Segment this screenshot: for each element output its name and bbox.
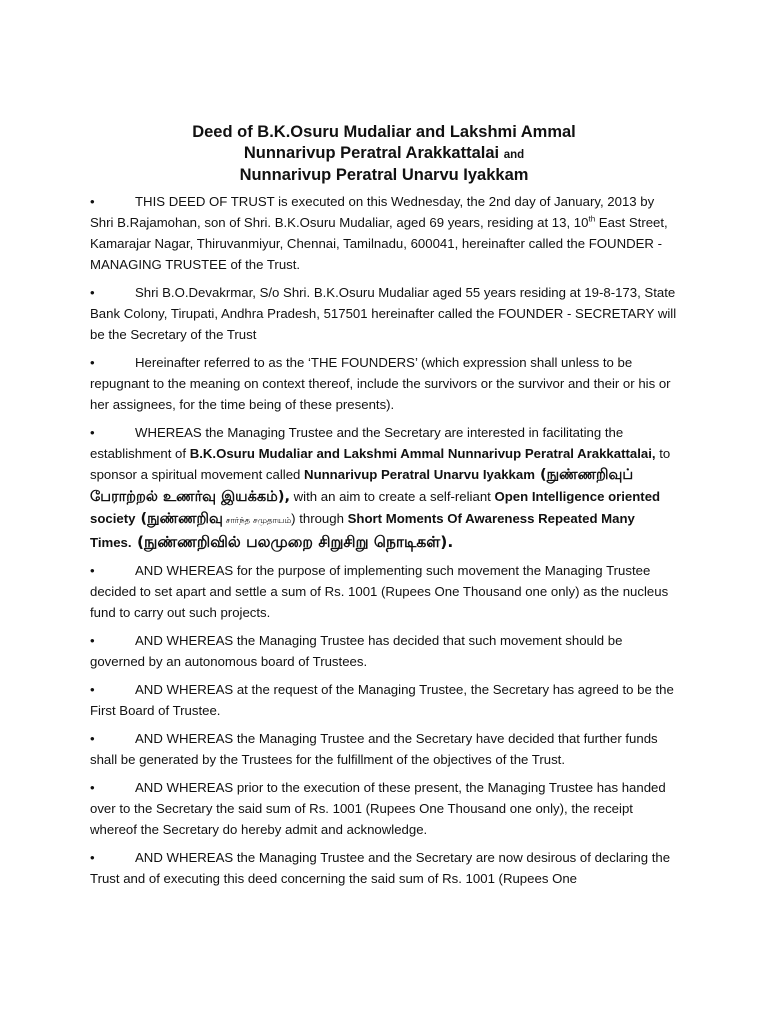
paragraph-text: AND WHEREAS at the request of the Managing Trustee, the Secretary has agreed to be the First Board of Trustee.	[90, 682, 674, 718]
paragraph-text: with an aim to create a self-reliant	[289, 489, 495, 504]
movement-name: Nunnarivup Peratral Unarvu Iyakkam	[304, 467, 535, 482]
paragraph-text: AND WHEREAS the Managing Trustee and the Secretary are now desirous of declaring the Trust and of executing this deed concerning the said sum of Rs. 1001 (Rupees One	[90, 850, 671, 886]
paragraph-text: THIS DEED OF TRUST is executed on this Wednesday, the 2nd day of January, 2013 by Shri B.Rajamohan, son of Shri. B.K.Osuru Mudaliar, aged 69 years, residing at 13, 10	[90, 194, 655, 230]
paragraph-whereas-handover	[90, 777, 680, 840]
tamil-society-name: (நுண்ணறிவு	[135, 511, 223, 527]
bullet: •	[90, 780, 95, 795]
document-title	[0, 122, 768, 186]
paragraph-text: WHEREAS the Managing Trustee and the Secretary are interested in facilitating the establishment of	[90, 425, 624, 461]
ordinal-suffix: th	[588, 214, 596, 224]
title-line-1: Deed of B.K.Osuru Mudaliar and Lakshmi Ammal	[192, 123, 576, 141]
paragraph-text: AND WHEREAS for the purpose of implementing such movement the Managing Trustee decided to set apart and settle a sum of Rs. 1001 (Rupees One Thousand one only) as the nucleus fund to carry out such projects.	[90, 563, 669, 620]
paragraph-text: AND WHEREAS the Managing Trustee and the Secretary have decided that further funds shall be generated by the Trustees for the fulfillment of the objectives of the Trust.	[90, 731, 658, 767]
trust-name: B.K.Osuru Mudaliar and Lakshmi Ammal Nunnarivup Peratral Arakkattalai,	[189, 446, 656, 461]
paragraph-whereas-funds	[90, 728, 680, 770]
bullet: •	[90, 355, 95, 370]
tamil-society-suffix: சார்ந்த சமுதாயம்	[222, 516, 292, 526]
bullet: •	[90, 194, 95, 209]
title-line-2-text: Nunnarivup Peratral Arakkattalai	[243, 143, 500, 162]
paragraph-founder-secretary	[90, 282, 680, 345]
paragraph-text: AND WHEREAS prior to the execution of these present, the Managing Trustee has handed over to the Secretary the said sum of Rs. 1001 (Rupees One Thousand one only), the receipt whereof the Secretary do hereby admit and acknowledge.	[90, 780, 666, 837]
paragraph-whereas-establishment	[90, 422, 680, 553]
bullet: •	[90, 682, 95, 697]
bullet: •	[90, 633, 95, 648]
bullet: •	[90, 731, 95, 746]
tamil-practice-name: (நுண்ணறிவில் பலமுறை சிறுசிறு நொடிகள்).	[131, 533, 454, 551]
paragraph-whereas-nucleus-fund	[90, 560, 680, 623]
bullet: •	[90, 285, 95, 300]
paragraph-founder-managing-trustee	[90, 191, 680, 275]
title-line-2	[0, 143, 768, 166]
title-line-3: Nunnarivup Peratral Unarvu Iyakkam	[239, 166, 529, 184]
tamil-movement-name: (நுண்ணறிவுப் பேராற்றல் உணர்வு இயக்கம்),	[90, 467, 634, 505]
paragraph-whereas-first-board	[90, 679, 680, 721]
bullet: •	[90, 563, 95, 578]
paragraph-text: Shri B.O.Devakrmar, S/o Shri. B.K.Osuru Mudaliar aged 55 years residing at 19-8-173, State Bank Colony, Tirupati, Andhra Pradesh, 517501 hereinafter called the FOUNDER - SECRETARY will be the Secretary of the Trust	[90, 285, 677, 342]
paragraph-text: AND WHEREAS the Managing Trustee has decided that such movement should be governed by an autonomous board of Trustees.	[90, 633, 623, 669]
society-name: Open Intelligence oriented society	[90, 489, 661, 526]
bullet: •	[90, 425, 95, 440]
paragraph-text: ) through	[291, 511, 348, 526]
practice-name: Short Moments Of Awareness Repeated Many Times.	[90, 511, 635, 550]
bullet: •	[90, 850, 95, 865]
paragraph-text: Hereinafter referred to as the ‘THE FOUNDERS’ (which expression shall unless to be repugnant to the meaning on context thereof, include the survivors or the survivor and their or his or her assignees, for the time being of these presents).	[90, 355, 671, 412]
paragraph-text: East Street, Kamarajar Nagar, Thiruvanmiyur, Chennai, Tamilnadu, 600041, hereinafter called the FOUNDER - MANAGING TRUSTEE of the Trust.	[90, 215, 668, 272]
paragraph-text: to sponsor a spiritual movement called	[90, 446, 671, 482]
paragraph-founders-definition	[90, 352, 680, 415]
paragraph-whereas-board	[90, 630, 680, 672]
paragraph-whereas-declaring	[90, 847, 680, 889]
title-and: and	[503, 148, 525, 161]
document-body	[90, 191, 680, 896]
